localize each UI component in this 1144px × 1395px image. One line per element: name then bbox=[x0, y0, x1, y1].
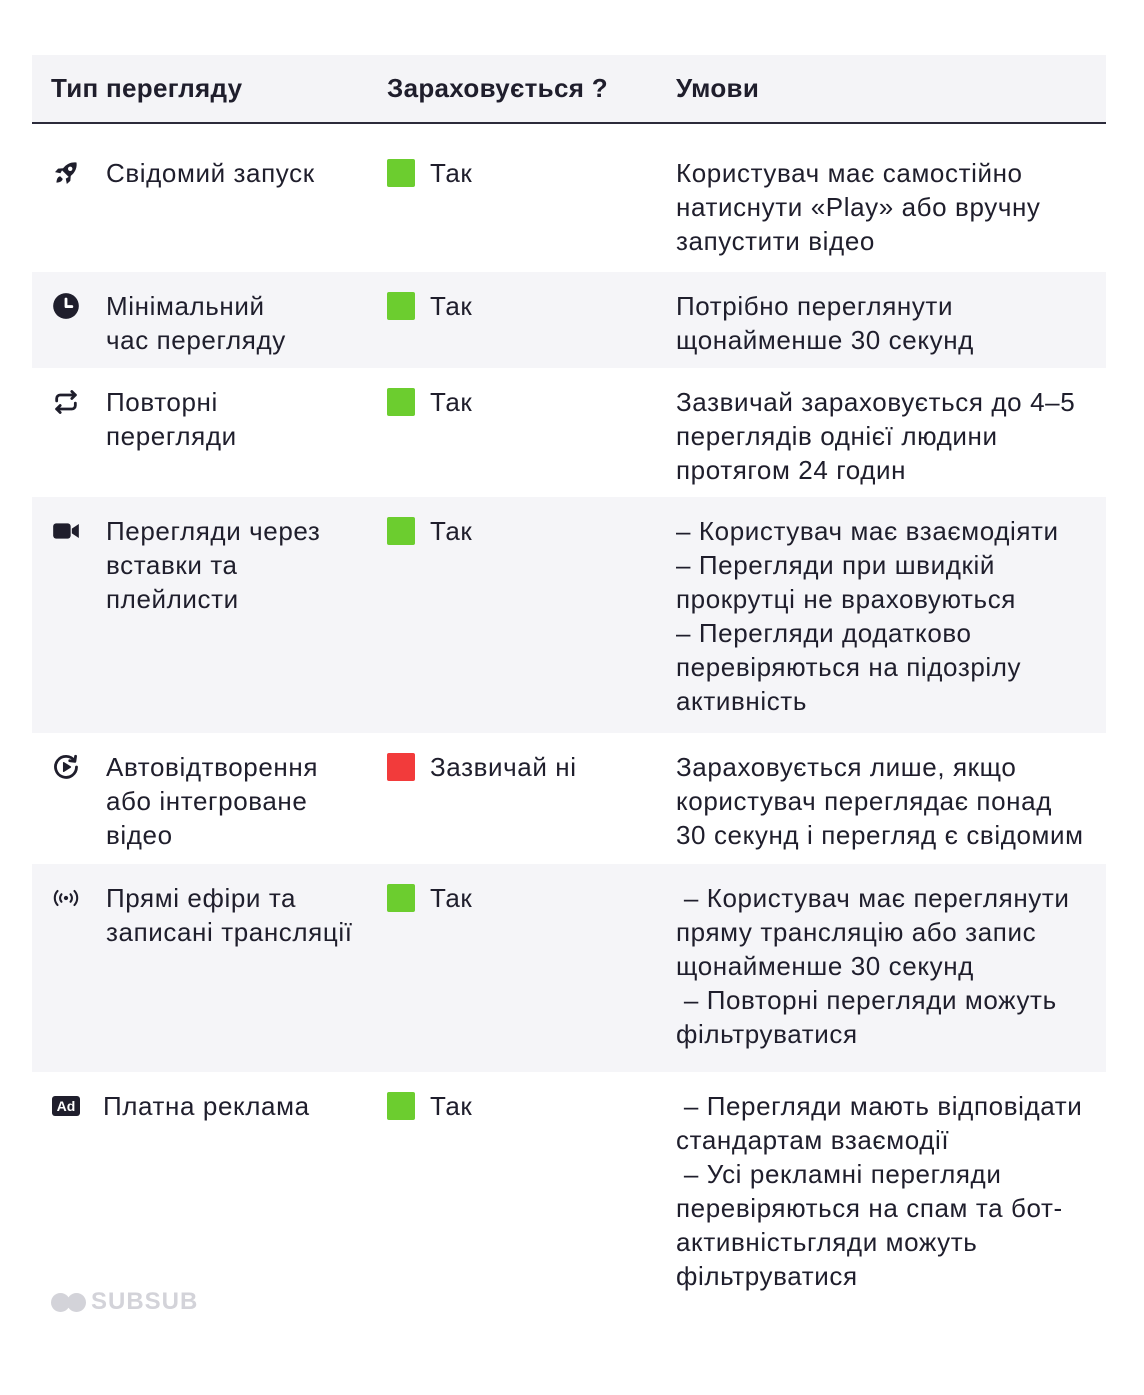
condition-text: фільтруватися bbox=[676, 1019, 858, 1049]
condition-text: – Перегляди при швидкій bbox=[676, 550, 995, 580]
view-type-text: Прямі ефіри та bbox=[106, 883, 297, 913]
view-type-text: Автовідтворення bbox=[106, 752, 319, 782]
view-type-cell bbox=[106, 514, 378, 616]
condition-text: користувач переглядає понад bbox=[676, 786, 1052, 816]
status-indicator bbox=[387, 517, 415, 545]
status-indicator bbox=[387, 292, 415, 320]
conditions-cell bbox=[676, 881, 1106, 1051]
status-label: Зазвичай ні bbox=[430, 752, 577, 782]
condition-text: запустити відео bbox=[676, 226, 875, 256]
table-row bbox=[32, 1072, 1106, 1295]
condition-text: – Перегляди мають відповідати bbox=[676, 1091, 1083, 1121]
condition-text: перевіряються на спам та бот- bbox=[676, 1193, 1063, 1223]
view-type-text: плейлисти bbox=[106, 584, 239, 614]
ad-icon bbox=[51, 1092, 81, 1120]
conditions-cell bbox=[676, 750, 1106, 852]
condition-text: Зазвичай зараховується до 4–5 bbox=[676, 387, 1076, 417]
view-type-cell bbox=[106, 385, 378, 453]
condition-text: щонайменше 30 секунд bbox=[676, 325, 974, 355]
condition-text: – Повторні перегляди можуть bbox=[676, 985, 1057, 1015]
status-indicator bbox=[387, 1092, 415, 1120]
conditions-cell bbox=[676, 1089, 1106, 1293]
view-type-text: Мінімальний bbox=[106, 291, 265, 321]
condition-text: прокрутці не враховуються bbox=[676, 584, 1016, 614]
table-row bbox=[32, 124, 1106, 272]
status-label: Так bbox=[430, 387, 473, 417]
status-indicator bbox=[387, 159, 415, 187]
status-label: Так bbox=[430, 883, 473, 913]
condition-text: – Усі рекламні перегляди bbox=[676, 1159, 1002, 1189]
logo-wordmark: SUBSUB bbox=[91, 1288, 199, 1315]
status-indicator bbox=[387, 753, 415, 781]
condition-text: пряму трансляцію або запис bbox=[676, 917, 1037, 947]
status-label: Так bbox=[430, 158, 473, 188]
condition-text: 30 секунд і перегляд є свідомим bbox=[676, 820, 1084, 850]
broadcast-icon bbox=[51, 884, 81, 912]
condition-text: стандартам взаємодії bbox=[676, 1125, 950, 1155]
view-type-text: вставки та bbox=[106, 550, 238, 580]
view-type-cell bbox=[106, 881, 378, 949]
view-type-text: відео bbox=[106, 820, 173, 850]
condition-text: активністьгляди можуть bbox=[676, 1227, 978, 1257]
column-header-conditions: Умови bbox=[676, 73, 760, 103]
status-label: Так bbox=[430, 291, 473, 321]
view-counting-table bbox=[32, 55, 1106, 1295]
condition-text: переглядів однієї людини bbox=[676, 421, 998, 451]
column-header-counted: Зараховується ? bbox=[387, 73, 608, 103]
view-type-text: перегляди bbox=[106, 421, 237, 451]
condition-text: – Користувач має взаємодіяти bbox=[676, 516, 1059, 546]
condition-text: Зараховується лише, якщо bbox=[676, 752, 1017, 782]
conditions-cell bbox=[676, 514, 1106, 718]
view-type-cell bbox=[106, 750, 378, 852]
conditions-cell bbox=[676, 156, 1106, 258]
ad-badge-label: Ad bbox=[52, 1096, 80, 1116]
conditions-cell bbox=[676, 385, 1106, 487]
condition-text: – Перегляди додатково bbox=[676, 618, 972, 648]
view-type-text: Свідомий запуск bbox=[106, 158, 315, 188]
table-row bbox=[32, 368, 1106, 497]
conditions-cell bbox=[676, 289, 1106, 357]
table-header bbox=[32, 55, 1106, 124]
rocket-icon bbox=[51, 159, 81, 187]
view-type-text: Перегляди через bbox=[106, 516, 321, 546]
view-type-text: Платна реклама bbox=[103, 1091, 310, 1121]
repeat-icon bbox=[51, 388, 81, 416]
view-type-text: Повторні bbox=[106, 387, 218, 417]
autoplay-icon bbox=[51, 753, 81, 781]
table-row bbox=[32, 272, 1106, 368]
table-row bbox=[32, 864, 1106, 1072]
condition-text: протягом 24 годин bbox=[676, 455, 907, 485]
logo-circle bbox=[67, 1293, 86, 1312]
condition-text: перевіряються на підозрілу bbox=[676, 652, 1022, 682]
view-type-text: або інтегроване bbox=[106, 786, 308, 816]
condition-text: Потрібно переглянути bbox=[676, 291, 954, 321]
brand-logo bbox=[51, 1290, 198, 1314]
condition-text: Користувач має самостійно bbox=[676, 158, 1023, 188]
condition-text: фільтруватися bbox=[676, 1261, 858, 1291]
column-header-view-type: Тип перегляду bbox=[51, 73, 243, 103]
view-type-cell bbox=[106, 156, 378, 190]
status-label: Так bbox=[430, 1091, 473, 1121]
table-row bbox=[32, 497, 1106, 733]
condition-text: – Користувач має переглянути bbox=[676, 883, 1070, 913]
view-type-text: записані трансляції bbox=[106, 917, 353, 947]
clock-icon bbox=[51, 292, 81, 320]
condition-text: щонайменше 30 секунд bbox=[676, 951, 974, 981]
condition-text: активність bbox=[676, 686, 807, 716]
condition-text: натиснути «Play» або вручну bbox=[676, 192, 1041, 222]
video-camera-icon bbox=[51, 517, 81, 545]
status-indicator bbox=[387, 884, 415, 912]
status-label: Так bbox=[430, 516, 473, 546]
table-row bbox=[32, 733, 1106, 864]
view-type-cell bbox=[106, 289, 378, 357]
view-type-cell bbox=[103, 1089, 375, 1123]
status-indicator bbox=[387, 388, 415, 416]
view-type-text: час перегляду bbox=[106, 325, 286, 355]
